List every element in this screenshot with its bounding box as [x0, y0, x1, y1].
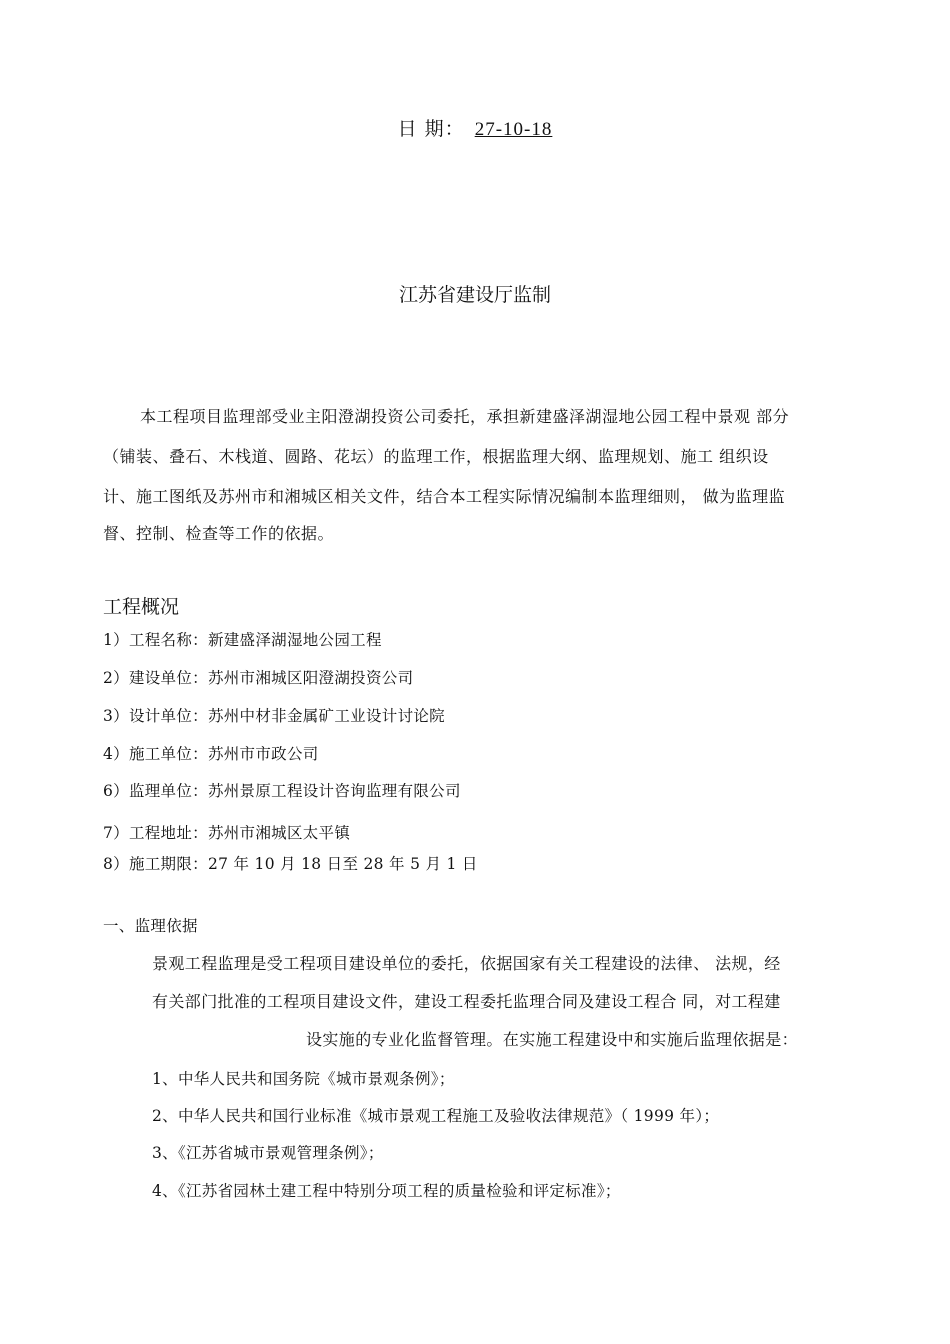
basis-reference: 3、《江苏省城市景观管理条例》； [152, 1144, 384, 1162]
basis-reference: 2、中华人民共和国行业标准《城市景观工程施工及验收法律规范》（ 1999 年）； [152, 1107, 720, 1125]
basis-line: 景观工程监理是受工程项目建设单位的委托，依据国家有关工程建设的法律、 法规，经 [152, 954, 781, 973]
intro-line: （铺装、叠石、木栈道、圆路、花坛）的监理工作，根据监理大纲、监理规划、施工 组织设 [103, 447, 769, 466]
basis-line: 有关部门批准的工程项目建设文件，建设工程委托监理合同及建设工程合 同，对工程建 [152, 992, 781, 1011]
basis-heading: 一、监理依据 [103, 917, 198, 935]
date-label: 日 期： [397, 118, 465, 140]
basis-reference: 1、中华人民共和国务院《城市景观条例》； [152, 1070, 455, 1088]
overview-item: 3）设计单位：苏州中材非金属矿工业设计讨论院 [103, 707, 445, 725]
overview-item: 1）工程名称：新建盛泽湖湿地公园工程 [103, 631, 382, 649]
overview-item: 6）监理单位：苏州景原工程设计咨询监理有限公司 [103, 782, 461, 800]
overview-item: 8）施工期限：27 年 10 月 18 日至 28 年 5 月 1 日 [103, 855, 478, 873]
supervisor-title: 江苏省建设厅监制 [398, 284, 551, 306]
overview-item: 4）施工单位：苏州市市政公司 [103, 745, 319, 763]
basis-line: 设实施的专业化监督管理。在实施工程建设中和实施后监理依据是： [306, 1030, 799, 1049]
overview-item: 2）建设单位：苏州市湘城区阳澄湖投资公司 [103, 669, 414, 687]
overview-heading: 工程概况 [103, 596, 180, 618]
intro-line: 督、控制、检查等工作的依据。 [103, 524, 335, 543]
date-value: 27-10-18 [474, 119, 553, 140]
intro-line: 本工程项目监理部受业主阳澄湖投资公司委托，承担新建盛泽湖湿地公园工程中景观 部分 [140, 407, 790, 426]
date-row [0, 114, 950, 141]
overview-item: 7）工程地址：苏州市湘城区太平镇 [103, 824, 351, 842]
intro-line: 计、施工图纸及苏州市和湘城区相关文件，结合本工程实际情况编制本监理细则， 做为监理监 [103, 487, 786, 506]
basis-reference: 4、《江苏省园林土建工程中特别分项工程的质量检验和评定标准》； [152, 1182, 621, 1200]
